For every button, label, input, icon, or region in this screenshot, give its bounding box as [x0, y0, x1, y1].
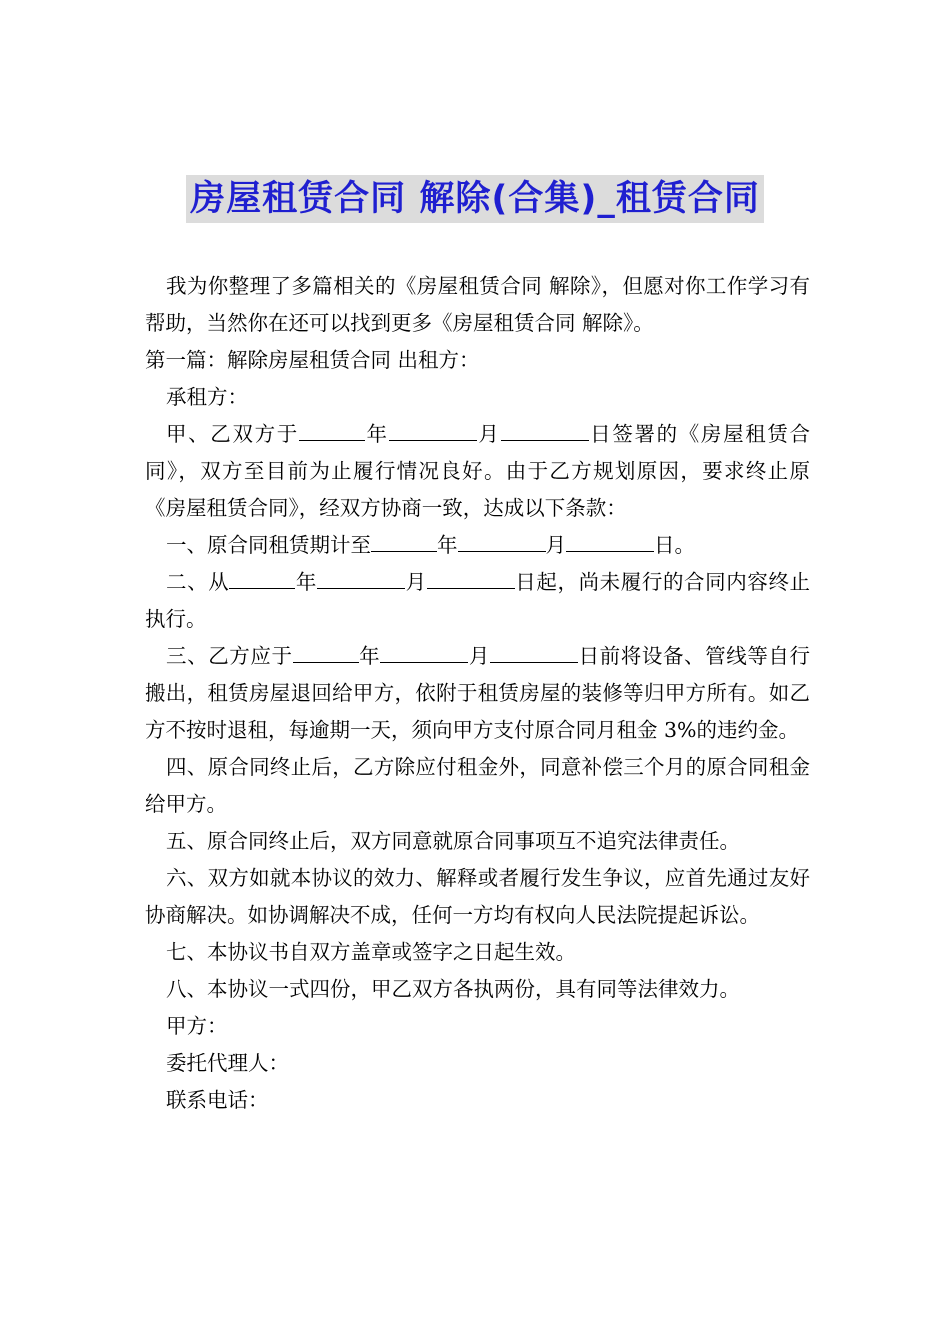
clause-text: 年: [437, 533, 458, 557]
clause-text: 日签署的《房屋租赁合同》，双方至目前为止履行情况良好。由于乙方规划原因，要求终止原《房屋租赁合同》，经双方协商一致，达成以下条款：: [145, 422, 811, 520]
clause-text: 月: [405, 570, 427, 594]
document-title: 房屋租赁合同 解除(合集)_租赁合同: [186, 175, 764, 223]
blank-month: [380, 644, 468, 663]
clause-text: 日起，尚未履行的合同内容终止执行。: [145, 570, 811, 631]
clause-text: 甲、乙双方于: [166, 422, 299, 446]
clause-8: 八、本协议一式四份，甲乙双方各执两份，具有同等法律效力。: [166, 977, 740, 1001]
clause-text: 年: [295, 570, 317, 594]
clause-3: [145, 638, 810, 749]
blank-year: [229, 570, 295, 589]
clause-5: 五、原合同终止后，双方同意就原合同事项互不追究法律责任。: [166, 829, 740, 853]
clause-text: 月: [468, 644, 490, 668]
agent-line: 委托代理人：: [166, 1051, 289, 1075]
clause-1: [145, 527, 810, 564]
section-heading: 第一篇：解除房屋租赁合同 出租方：: [145, 348, 480, 372]
clause-text: 三、乙方应于: [166, 644, 293, 668]
blank-month: [389, 422, 477, 441]
clause-text: 年: [364, 422, 389, 446]
blank-day: [490, 644, 578, 663]
clause-text: 月: [476, 422, 501, 446]
lessee-line: 承租方：: [166, 385, 248, 409]
document-body: [145, 268, 810, 1119]
party-a-line: 甲方：: [166, 1014, 228, 1038]
blank-year: [299, 422, 365, 441]
clause-6: 六、双方如就本协议的效力、解释或者履行发生争议，应首先通过友好协商解决。如协调解决不成，任何一方均有权向人民法院提起诉讼。: [145, 866, 810, 927]
clause-2: [145, 564, 810, 638]
blank-year: [371, 533, 437, 552]
clause-text: 二、从: [166, 570, 230, 594]
blank-month: [317, 570, 405, 589]
clause-preamble: [145, 416, 810, 527]
clause-4: 四、原合同终止后，乙方除应付租金外，同意补偿三个月的原合同租金给甲方。: [145, 755, 810, 816]
blank-day: [566, 533, 654, 552]
clause-text: 一、原合同租赁期计至: [166, 533, 371, 557]
blank-year: [293, 644, 359, 663]
clause-text: 日。: [654, 533, 695, 557]
blank-day: [501, 422, 589, 441]
phone-line: 联系电话：: [166, 1088, 269, 1112]
clause-text: 月: [545, 533, 566, 557]
clause-text: 年: [358, 644, 381, 668]
title-container: [0, 175, 950, 223]
intro-paragraph: 我为你整理了多篇相关的《房屋租赁合同 解除》，但愿对你工作学习有帮助，当然你在还可以找到更多《房屋租赁合同 解除》。: [145, 274, 810, 335]
blank-day: [427, 570, 515, 589]
clause-text: 日前将设备、管线等自行搬出，租赁房屋退回给甲方，依附于租赁房屋的装修等归甲方所有。如乙方不按时退租，每逾期一天，须向甲方支付原合同月租金 3%的违约金。: [145, 644, 811, 742]
blank-month: [458, 533, 546, 552]
clause-7: 七、本协议书自双方盖章或签字之日起生效。: [166, 940, 576, 964]
